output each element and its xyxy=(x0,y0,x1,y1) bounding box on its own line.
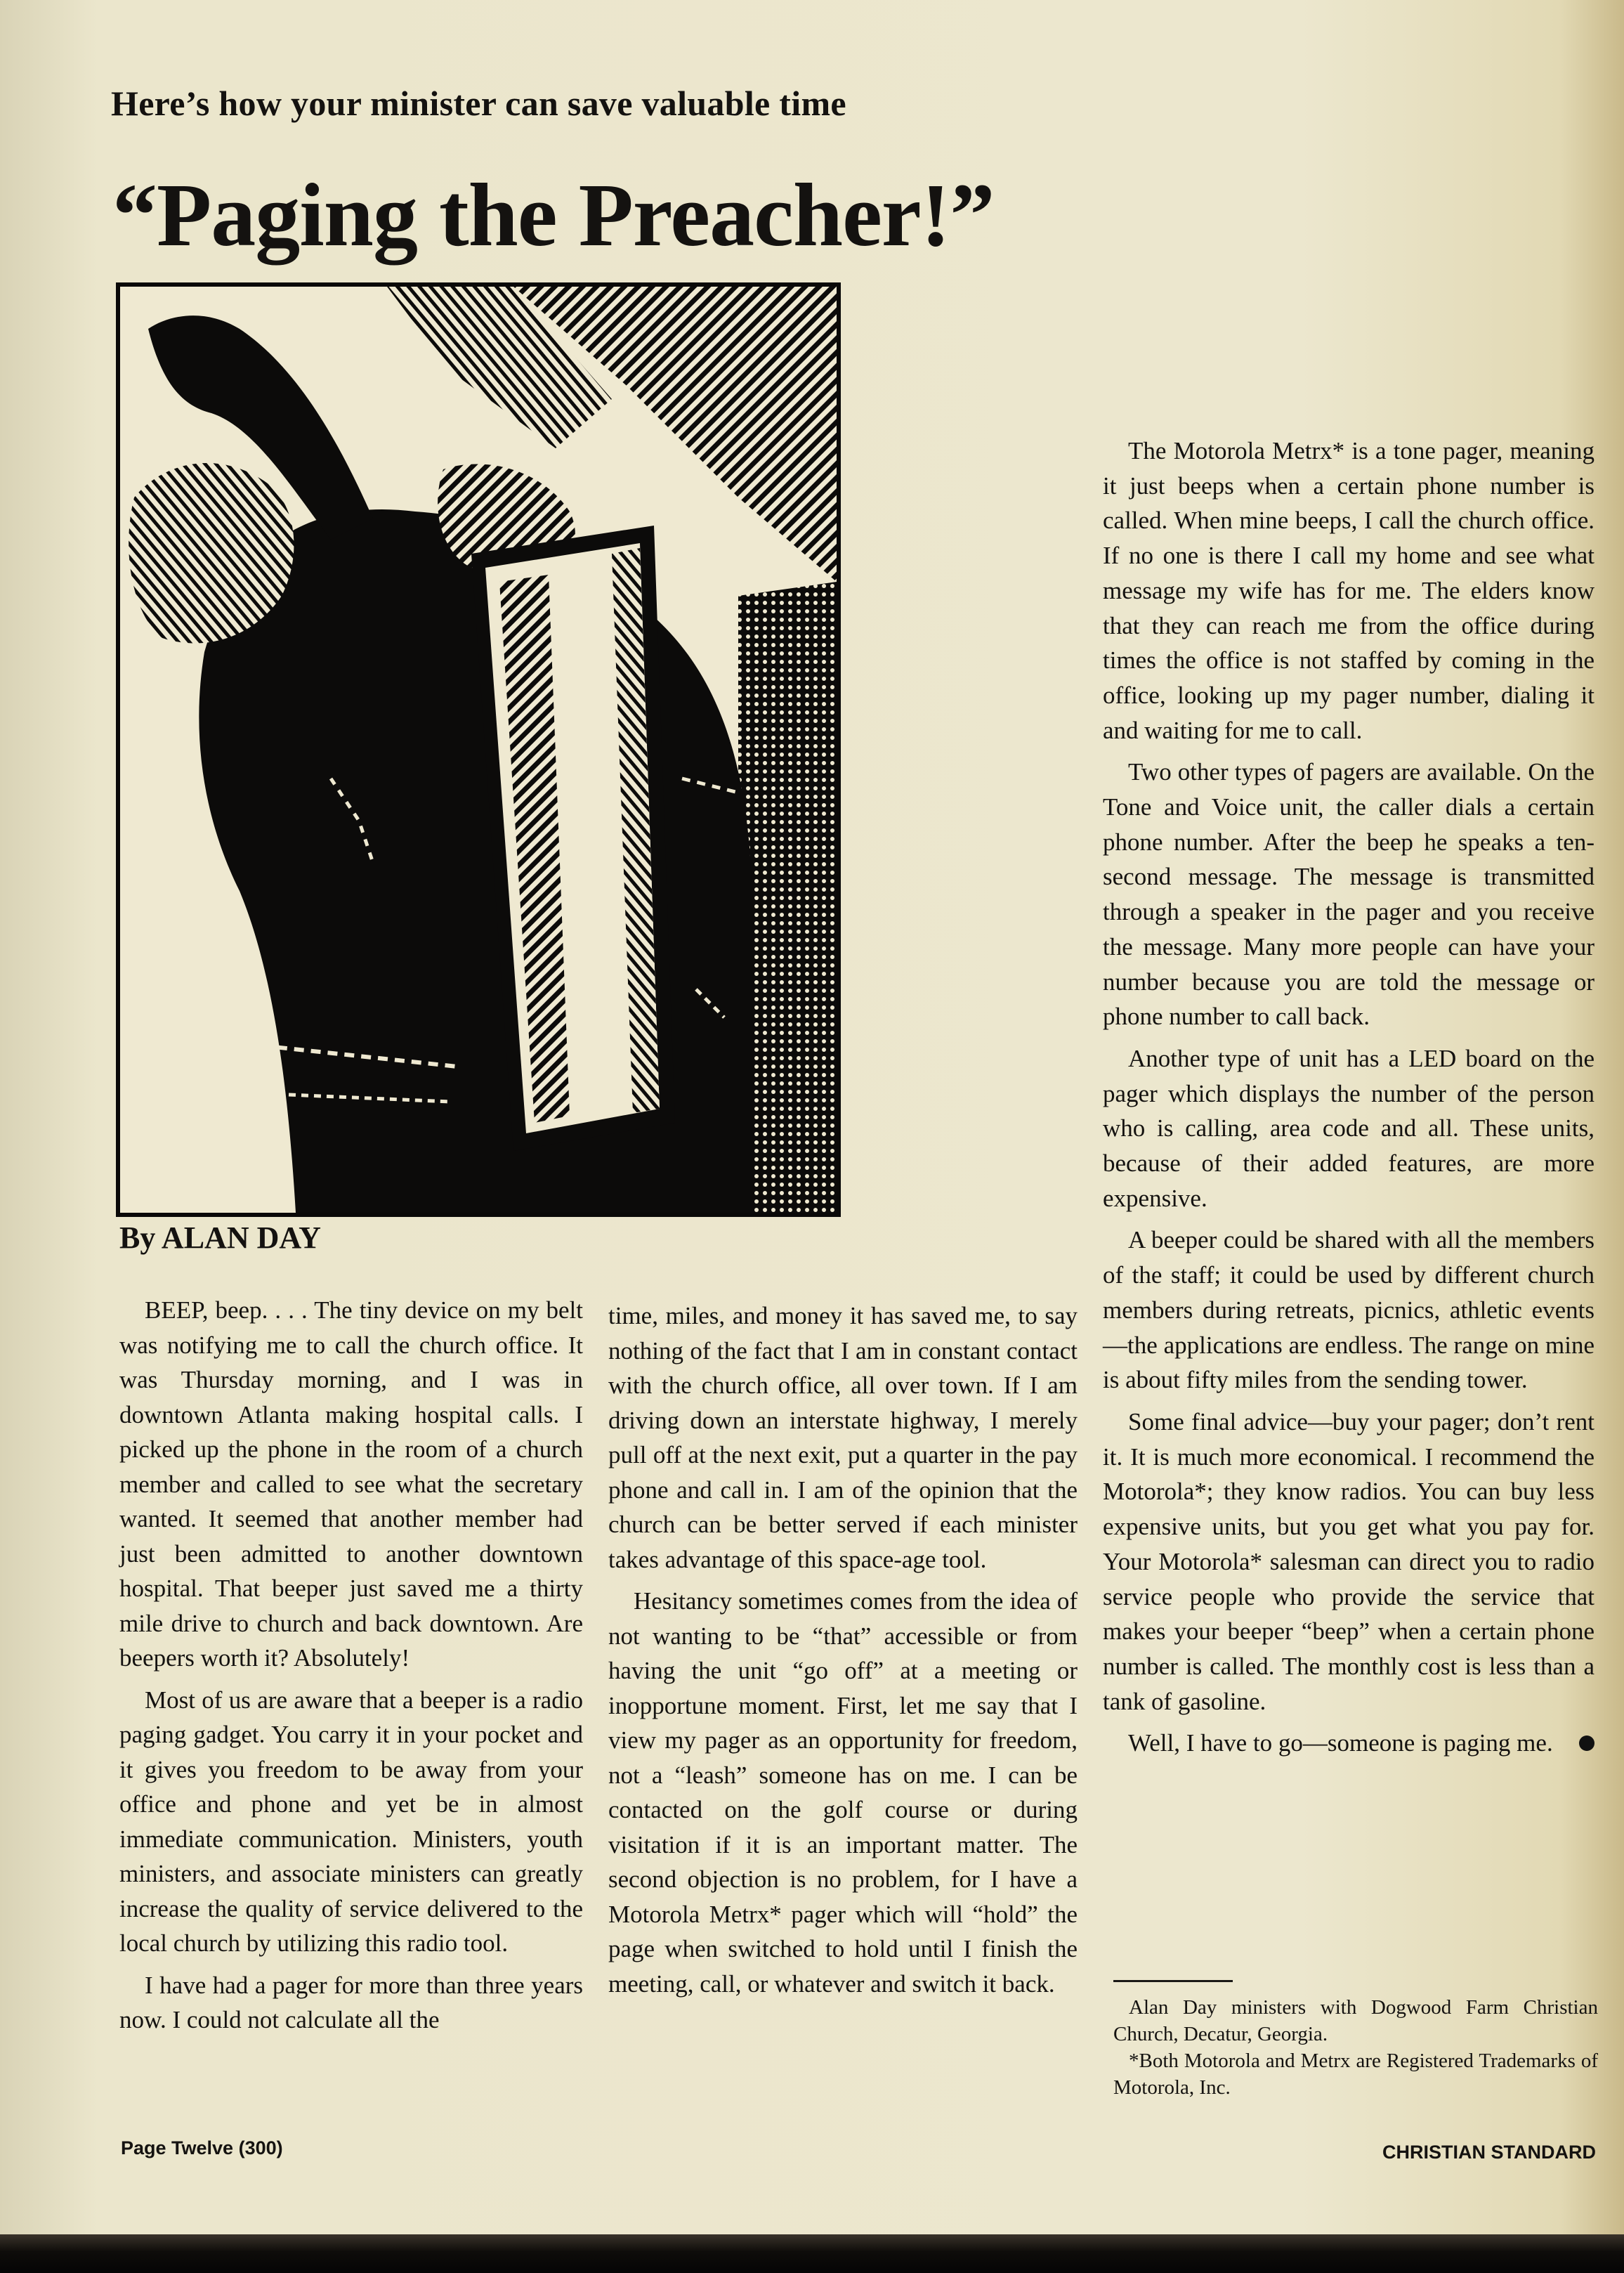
column-2 xyxy=(608,1298,1078,2008)
column-1-paragraph: BEEP, beep. . . . The tiny device on my belt was notifying me to call the church office. It was Thursday morning, and I was in downtown Atlanta making hospital calls. I picked up the phone in the room of a church member and called to see what the secretary wanted. It seemed that another member had just been admitted to another downtown hospital. That beeper just saved me a thirty mile drive to church and back downtown. Are beepers worth it? Absolutely! xyxy=(119,1296,583,1672)
footnotes xyxy=(1113,1994,1598,2101)
column-1-paragraph: Most of us are aware that a beeper is a radio paging gadget. You carry it in your pocket and it gives you freedom to be away from your office and phone and yet be in almost immediate communication. Ministers, youth ministers, and associate ministers can greatly increase the quality of service delivered to the local church by utilizing this radio tool. xyxy=(119,1686,583,1957)
column-3-paragraph: The Motorola Metrx* is a tone pager, meaning it just beeps when a certain phone number is called. When mine beeps, I call the church office. If no one is there I call my home and see what message my wife has for me. The elders know that they can reach me from the office during times the office is not staffed by coming in the office, looking up my pager number, dialing it and waiting for me to call. xyxy=(1103,437,1594,744)
scan-edge-shadow xyxy=(0,2234,1624,2273)
closing-text: Well, I have to go—someone is paging me. xyxy=(1128,1729,1553,1757)
column-3-paragraph: Some final advice—buy your pager; don’t rent it. It is much more economical. I recommend the Motorola*; they know radios. You can buy less expensive units, but you get what you pay for. Your Motorola* salesman can direct you to radio service people who provide the service that makes your beeper “beep” when a certain phone number is called. The monthly cost is less than a tank of gasoline. xyxy=(1103,1407,1594,1715)
article-kicker: Here’s how your minister can save valuable time xyxy=(111,84,846,123)
author-note: Alan Day ministers with Dogwood Farm Christian Church, Decatur, Georgia. xyxy=(1113,1996,1598,2045)
column-3-paragraph: Two other types of pagers are available. On the Tone and Voice unit, the caller dials a certain phone number. After the beep he speaks a ten-second message. The message is transmitted through a speaker in the pager and you receive the message. Many more people can have your number because you are told the message or phone number to call back. xyxy=(1103,758,1594,1031)
column-3 xyxy=(1103,434,1594,1768)
trademark-note: *Both Motorola and Metrx are Registered Trademarks of Motorola, Inc. xyxy=(1113,2050,1598,2099)
column-3-paragraph: A beeper could be shared with all the members of the staff; it could be used by different church members during retreats, picnics, athletic events—the applications are endless. The range on mine is about fifty miles from the sending tower. xyxy=(1103,1226,1594,1394)
column-2-paragraph: time, miles, and money it has saved me, to say nothing of the fact that I am in constant contact with the church office, all over town. If I am driving down an interstate highway, I merely pull off at the next exit, put a quarter in the pay phone and call in. I am of the opinion that the church can be better served if each minister takes advantage of this space-age tool. xyxy=(608,1302,1078,1573)
pager-illustration xyxy=(116,282,841,1217)
column-3-closing xyxy=(1103,1726,1594,1761)
article-headline: “Paging the Preacher!” xyxy=(112,165,995,265)
page-number: Page Twelve (300) xyxy=(121,2137,283,2158)
footnote-divider xyxy=(1113,1980,1233,1982)
column-3-paragraph: Another type of unit has a LED board on the pager which displays the number of the person who is calling, area code and all. These units, because of their added features, are more expensive. xyxy=(1103,1044,1594,1212)
byline: By ALAN DAY xyxy=(119,1220,321,1255)
column-1 xyxy=(119,1293,583,2045)
column-2-paragraph: Hesitancy sometimes comes from the idea of not wanting to be “that” accessible or from having the unit “go off” at a meeting or inopportune moment. First, let me say that I view my pager as an opportunity for freedom, not a “leash” someone has on me. I can be contacted on the golf course or during visitation if it is an important matter. The second objection is no problem, for I have a Motorola Metrx* pager which will “hold” the page when switched to hold until I finish the meeting, call, or whatever and switch it back. xyxy=(608,1587,1078,1998)
end-of-article-bullet-icon xyxy=(1579,1735,1594,1751)
publication-name: CHRISTIAN STANDARD xyxy=(1382,2142,1596,2163)
column-1-paragraph: I have had a pager for more than three years now. I could not calculate all the xyxy=(119,1971,583,2033)
